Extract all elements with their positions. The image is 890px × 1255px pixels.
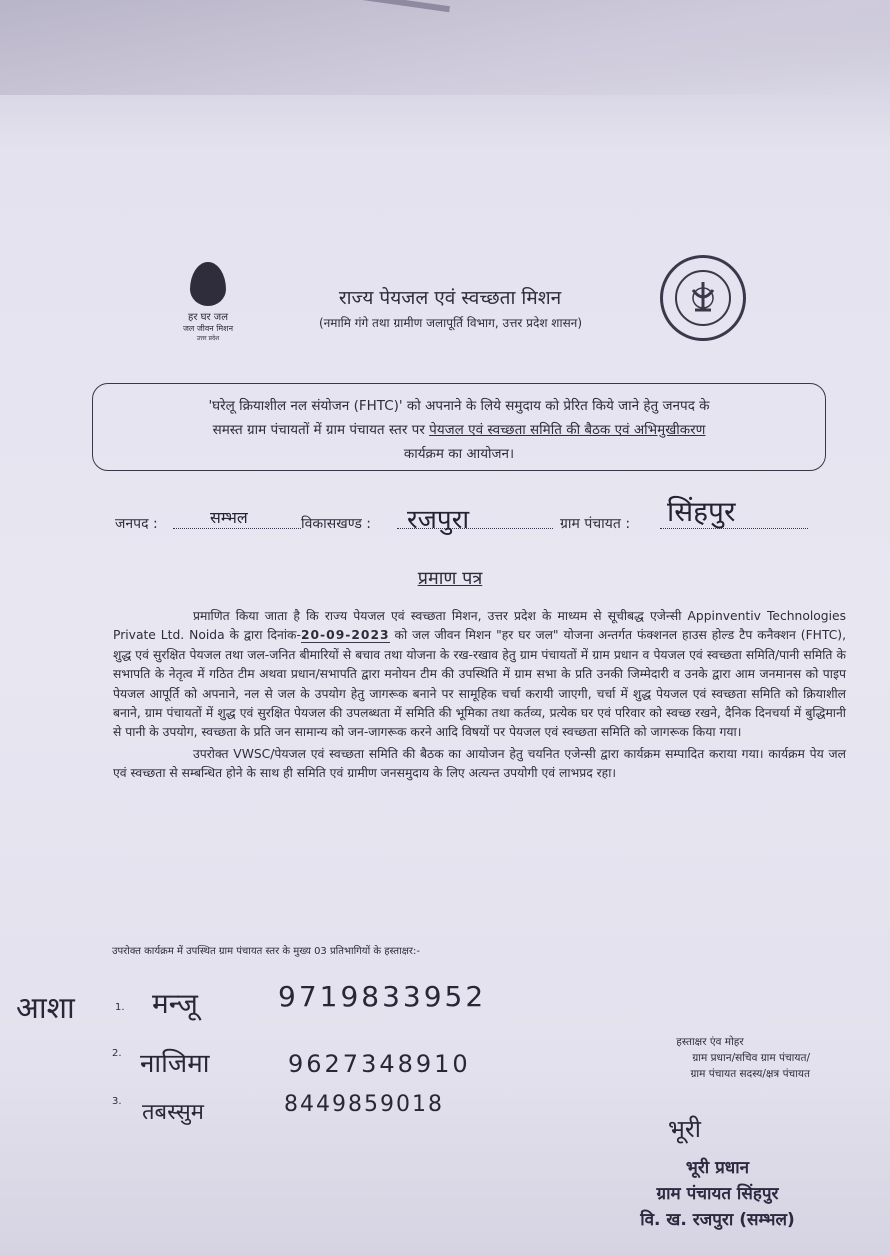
certificate-body [113,607,846,784]
event-date: 20-09-2023 [300,628,390,643]
para1-part-a: प्रमाणित किया जाता है कि राज्य पेयजल एवं स्वच्छता मिशन, उत्तर प्रदेश के माध्यम से सूचीबद्ध एजेन्सी Appinventiv Technologies Private Ltd. Noida के द्वारा दिनांक- [113,609,846,643]
location-row [115,495,815,538]
topic-line2-prefix: समस्त ग्राम पंचायतों में ग्राम पंचायत स्तर पर [212,422,430,438]
certificate-para1 [113,607,846,743]
topic-line1: 'घरेलू क्रियाशील नल संयोजन (FHTC)' को अपनाने के लिये समुदाय को प्रेरित किये जाने हेतु जनपद के [208,398,710,414]
para1-part-b: को जल जीवन मिशन "हर घर जल" योजना अन्तर्गत फंक्शनल हाउस होल्ड टैप कनैक्शन (FHTC), शुद्ध एवं सुरक्षित पेयजल तथा जल-जनित बीमारियों से बचाव तथा योजना के रख-रखाव हेतु ग्राम पंचायतों में ग्राम प्रधान व पेयजल एवं स्वच्छता समिति/पानी समिति के सभापति के नेतृत्व में गठित टीम अथवा प्रधान/सभापति द्वारा मनोयन टीम की उपस्थिति में ग्राम सभा के प्रति उनकी जिम्मेदारी व उनके द्वारा आम जनमानस को पाइप पेयजल आपूर्ति को अपनाने, नल से जल के उपयोग हेतु जागरूक बनाने पर सामूहिक चर्चा करायी जाएगी, चर्चा में शुद्ध पेयजल एवं स्वच्छता समिति को क्रियाशील बनाने, ग्राम पंचायतों में शुद्ध एवं सुरक्षित पेयजल की उपलब्धता में समिति की भूमिका तथा कर्तव्य, प्रत्येक घर एवं परिवार को स्वच्छ रखने, दैनिक दिनचर्या में बुद्धिमानी से पानी के उपयोग, स्वच्छता के प्रति जन सामान्य को जन-जागरूक करने आदि विषयों पर पेयजल एवं स्वच्छता समिति को जागरूक किया गया। [113,628,846,740]
logo-line3: उत्तर प्रदेश [196,335,220,342]
participant-3-number: 3. [112,1096,122,1107]
panchayat-label: ग्राम पंचायत : [560,516,631,532]
participant-3-name: तबस्सुम [142,1100,204,1125]
topic-line2 [109,418,809,442]
participants-intro: उपरोक्त कार्यक्रम में उपस्थित ग्राम पंचायत स्तर के मुख्य 03 प्रतिभागियों के हस्ताक्षर:- [112,946,420,957]
participant-1-number: 1. [115,1002,125,1013]
pradhan-signature [668,1112,728,1152]
logo-line2: जल जीवन मिशन [182,324,234,333]
participant-2-phone: 9627348910 [288,1050,471,1078]
seal-emblem-icon [663,258,743,338]
page-shadow [0,0,890,95]
signatory-line2: ग्राम प्रधान/सचिव ग्राम पंचायत/ [692,1052,810,1064]
official-stamp [625,1155,810,1233]
mission-subtitle: (नमामि गंगे तथा ग्रामीण जलापूर्ति विभाग, उत्तर प्रदेश शासन) [318,316,583,330]
certificate-para2: उपरोक्त VWSC/पेयजल एवं स्वच्छता समिति की बैठक का आयोजन हेतु चयनित एजेन्सी द्वारा कार्यक्रम सम्पादित कराया गया। कार्यक्रम पेय जल एवं स्वच्छता से सम्बन्धित होने के साथ ही समिति एवं ग्रामीण जनसमुदाय के लिए अत्यन्त उपयोगी एवं लाभप्रद रहा। [113,746,846,781]
topic-line3: कार्यक्रम का आयोजन। [403,446,515,462]
participant-2-name: नाजिमा [140,1049,210,1079]
signatory-line3: ग्राम पंचायत सदस्य/क्षत्र पंचायत [690,1068,810,1080]
participant-3-phone: 8449859018 [284,1092,444,1117]
participant-1-phone: 9719833952 [278,980,487,1013]
district-label: जनपद : [115,516,158,532]
mission-title: राज्य पेयजल एवं स्वच्छता मिशन [338,287,562,309]
participant-2-number: 2. [112,1048,122,1059]
water-drop-icon [190,262,226,306]
stamp-line3: वि. ख. रजपुरा (सम्भल) [640,1210,795,1230]
signatory-line1: हस्ताक्षर एंव मोहर [676,1036,744,1048]
block-label: विकासखण्ड : [301,516,372,532]
certificate-title: प्रमाण पत्र [417,568,483,589]
har-ghar-jal-logo [168,262,248,344]
block-value: रजपुरा [407,505,470,535]
panchayat-value: सिंहपुर [667,495,736,528]
district-value: सम्भल [210,508,248,527]
topic-line2-underlined: पेयजल एवं स्वच्छता समिति की बैठक एवं अभिमुखीकरण [429,422,706,438]
participant-1-role: आशा [16,991,75,1026]
up-government-seal-icon [660,255,746,341]
logo-line1: हर घर जल [188,312,228,323]
program-topic-box [92,383,826,471]
stamp-line1: भूरी प्रधान [685,1158,750,1178]
signature-text: भूरी [668,1115,701,1143]
participant-1-name: मन्जू [152,987,198,1020]
stamp-line2: ग्राम पंचायत सिंहपुर [656,1184,779,1204]
signatory-block [610,1034,810,1082]
